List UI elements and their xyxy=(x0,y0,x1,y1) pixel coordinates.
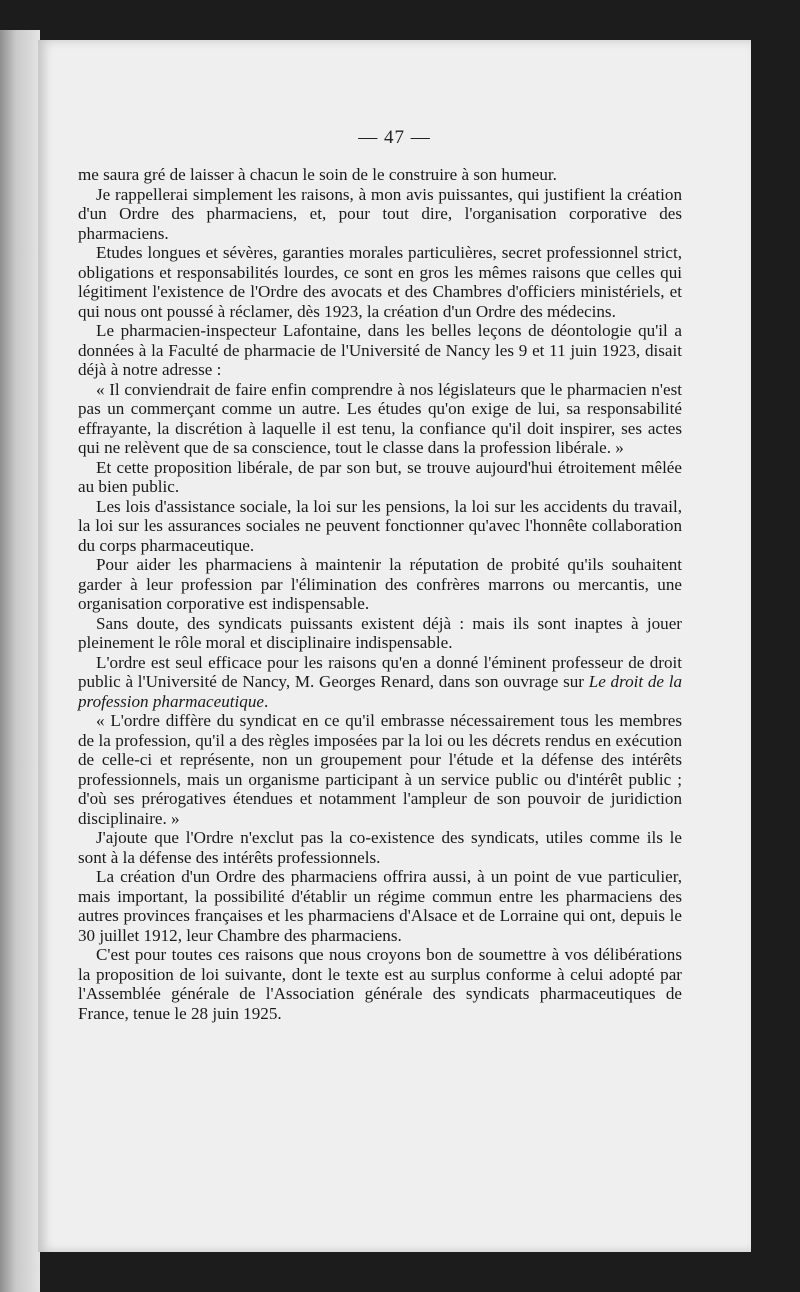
paragraph: Sans doute, des syndicats puissants existent déjà : mais ils sont inaptes à jouer pleinement le rôle moral et disciplinaire indispensable. xyxy=(78,613,682,652)
paragraph: Le pharmacien-inspecteur Lafontaine, dans les belles leçons de déontologie qu'il a données à la Faculté de pharmacie de l'Université de Nancy les 9 et 11 juin 1923, disait déjà à notre adresse : xyxy=(78,321,682,379)
paragraph: C'est pour toutes ces raisons que nous croyons bon de soumettre à vos délibérations la proposition de loi suivante, dont le texte est au surplus conforme à celui adopté par l'Assemblée générale de l'Association générale des syndicats pharmaceutiques de France, tenue le 28 juin 1925. xyxy=(78,945,682,1023)
paragraph-text: L'ordre est seul efficace pour les raisons qu'en a donné l'éminent professeur de droit public à l'Université de Nancy, M. Georges Renard, dans son ouvrage sur xyxy=(78,652,682,691)
paragraph: me saura gré de laisser à chacun le soin de le construire à son humeur. xyxy=(78,165,557,184)
quotation-paragraph: « Il conviendrait de faire enfin comprendre à nos législateurs que le pharmacien n'est pas un commerçant comme un autre. Les études qu'on exige de lui, sa responsabilité effrayante, la discrétion à laquelle il est tenu, la confiance qu'il doit inspirer, ses actes qui ne relèvent que de sa conscience, tout le classe dans la profession libérale. » xyxy=(78,379,682,457)
paragraph-end: . xyxy=(263,691,269,711)
cited-work-title: Le droit de la profession pharmaceutique xyxy=(78,672,682,711)
paragraph: Les lois d'assistance sociale, la loi sur les pensions, la loi sur les accidents du travail, la loi sur les assurances sociales ne peuvent fonctionner qu'avec l'honnête collaboration du corps pharmaceutique. xyxy=(78,496,682,555)
body-text xyxy=(78,165,682,1023)
paragraph: Et cette proposition libérale, de par son but, se trouve aujourd'hui étroitement mêlée au bien public. xyxy=(78,457,682,496)
page-number: — 47 — xyxy=(358,127,431,148)
paragraph-with-citation xyxy=(78,653,682,712)
quotation-paragraph: « L'ordre diffère du syndicat en ce qu'il embrasse nécessairement tous les membres de la profession, qu'il a des règles imposées par la loi ou les décrets rendus en exécution de celle-ci et représente, non un groupement pour l'étude et la défense des intérêts professionnels, mais un organisme participant à un service public ou d'intérêt public ; d'où ses prérogatives étendues et notamment l'ampleur de son pouvoir de juridiction disciplinaire. » xyxy=(78,711,682,828)
document-page xyxy=(38,40,751,1252)
scan-page-edge xyxy=(0,30,40,1292)
paragraph: J'ajoute que l'Ordre n'exclut pas la co-existence des syndicats, utiles comme ils le sont à la défense des intérêts professionnels. xyxy=(78,828,682,867)
paragraph: Je rappellerai simplement les raisons, à mon avis puissantes, qui justifient la création d'un Ordre des pharmaciens, et, pour tout dire, l'organisation corporative des pharmaciens. xyxy=(78,184,682,243)
paragraph: Pour aider les pharmaciens à maintenir la réputation de probité qu'ils souhaitent garder à leur profession par l'élimination des confrères marrons ou mercantis, une organisation corporative est indispensable. xyxy=(78,555,682,613)
paragraph: La création d'un Ordre des pharmaciens offrira aussi, à un point de vue particulier, mais important, la possibilité d'établir un régime commun entre les pharmaciens des autres provinces françaises et les pharmaciens d'Alsace et de Lorraine qui ont, depuis le 30 juillet 1912, leur Chambre des pharmaciens. xyxy=(78,867,682,945)
paragraph: Etudes longues et sévères, garanties morales particulières, secret professionnel strict, obligations et responsabilités lourdes, ce sont en gros les mêmes raisons que celles qui légitiment l'existence de l'Ordre des avocats et des Chambres d'officiers ministériels, et qui nous ont poussé à réclamer, dès 1923, la création d'un Ordre des médecins. xyxy=(78,243,682,321)
